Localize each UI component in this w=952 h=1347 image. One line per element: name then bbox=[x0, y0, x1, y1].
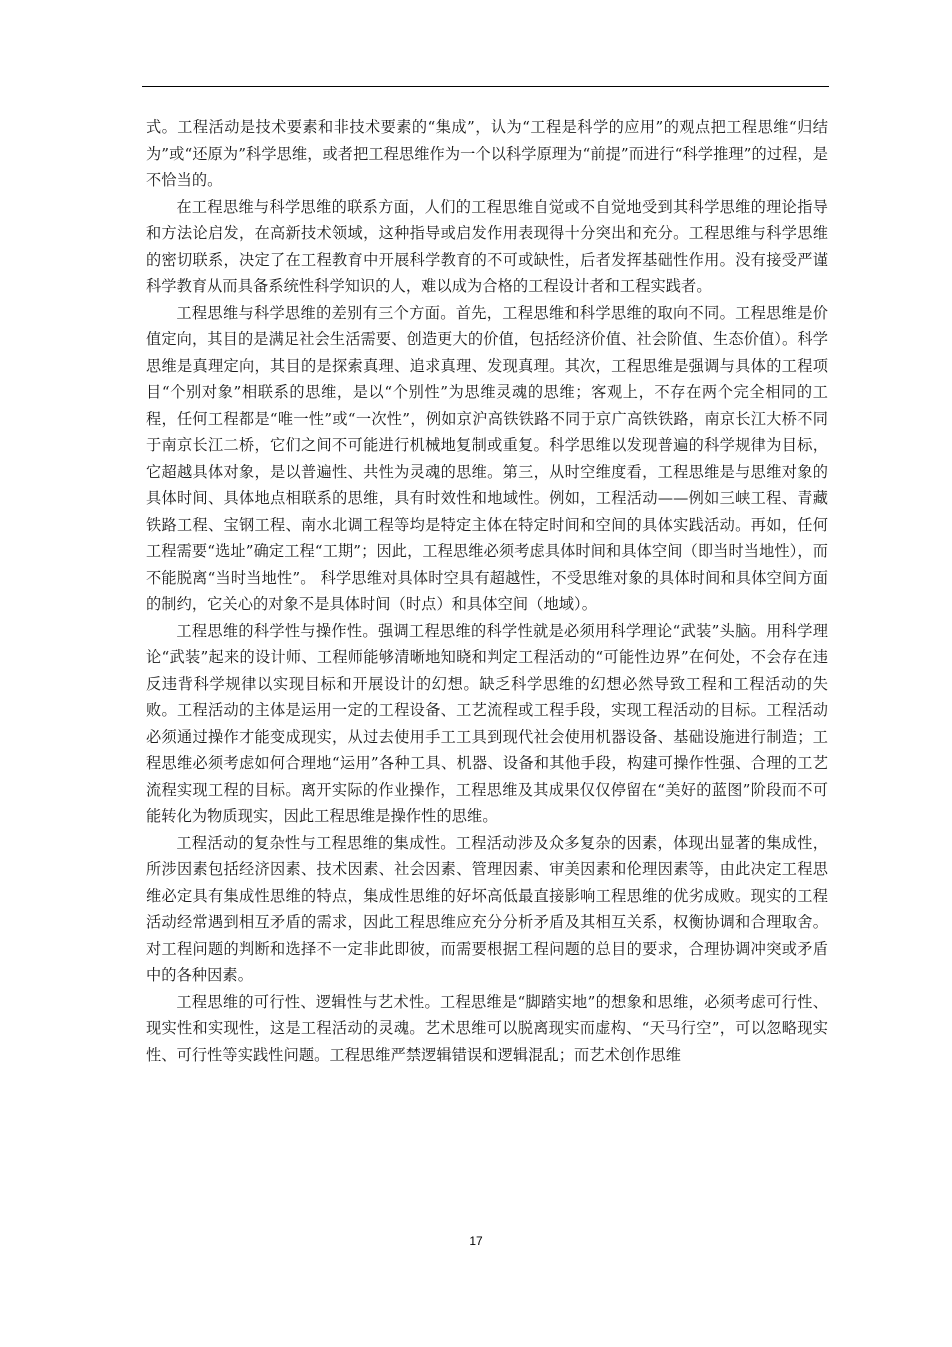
paragraph-continuation: 式。工程活动是技术要素和非技术要素的“集成”，认为“工程是科学的应用”的观点把工程思维“归结为”或“还原为”科学思维，或者把工程思维作为一个以科学原理为“前提”而进行“科学推理”的过程，是不恰当的。 bbox=[146, 118, 828, 189]
paragraph-differences: 工程思维与科学思维的差别有三个方面。首先，工程思维和科学思维的取向不同。工程思维是价值定向，其目的是满足社会生活需要、创造更大的价值，包括经济价值、社会阶值、生态价值）。科学思维是真理定向，其目的是探索真理、追求真理、发现真理。其次，工程思维是强调与具体的工程项目“个别对象”相联系的思维，是以“个别性”为思维灵魂的思维；客观上，不存在两个完全相同的工程，任何工程都是“唯一性”或“一次性”，例如京沪高铁铁路不同于京广高铁铁路，南京长江大桥不同于南京长江二桥，它们之间不可能进行机械地复制或重复。科学思维以发现普遍的科学规律为目标，它超越具体对象，是以普遍性、共性为灵魂的思维。第三，从时空维度看，工程思维是与思维对象的具体时间、具体地点相联系的思维，具有时效性和地域性。例如，工程活动——例如三峡工程、青藏铁路工程、宝钢工程、南水北调工程等均是特定主体在特定时间和空间的具体实践活动。再如，任何工程需要“选址”确定工程“工期”；因此，工程思维必须考虑具体时间和具体空间（即当时当地性），而不能脱离“当时当地性”。 科学思维对具体时空具有超越性，不受思维对象的具体时间和具体空间方面的制约，它关心的对象不是具体时间（时点）和具体空间（地域）。 bbox=[146, 303, 828, 613]
page-body bbox=[146, 114, 828, 1068]
paragraph-feasibility: 工程思维的可行性、逻辑性与艺术性。工程思维是“脚踏实地”的想象和思维，必须考虑可行性、现实性和实现性，这是工程活动的灵魂。艺术思维可以脱离现实而虚构、“天马行空”，可以忽略现实性、可行性等实践性问题。工程思维严禁逻辑错误和逻辑混乱；而艺术创作思维 bbox=[146, 992, 828, 1064]
page-number: 17 bbox=[469, 1234, 483, 1248]
paragraph-science-relation: 在工程思维与科学思维的联系方面，人们的工程思维自觉或不自觉地受到其科学思维的理论指导和方法论启发，在高新技术领域，这种指导或启发作用表现得十分突出和充分。工程思维与科学思维的密切联系，决定了在工程教育中开展科学教育的不可或缺性，后者发挥基础性作用。没有接受严谨科学教育从而具备系统性科学知识的人，难以成为合格的工程设计者和工程实践者。 bbox=[146, 197, 828, 295]
paragraph-operability: 工程思维的科学性与操作性。强调工程思维的科学性就是必须用科学理论“武装”头脑。用科学理论“武装”起来的设计师、工程师能够清晰地知晓和判定工程活动的“可能性边界”在何处，不会存在违反违背科学规律以实现目标和开展设计的幻想。缺乏科学思维的幻想必然导致工程和工程活动的失败。工程活动的主体是运用一定的工程设备、工艺流程或工程手段，实现工程活动的目标。工程活动必须通过操作才能变成现实，从过去使用手工工具到现代社会使用机器设备、基础设施进行制造；工程思维必须考虑如何合理地“运用”各种工具、机器、设备和其他手段，构建可操作性强、合理的工艺流程实现工程的目标。离开实际的作业操作，工程思维及其成果仅仅停留在“美好的蓝图”阶段而不可能转化为物质现实，因此工程思维是操作性的思维。 bbox=[146, 621, 828, 825]
paragraph-integration: 工程活动的复杂性与工程思维的集成性。工程活动涉及众多复杂的因素，体现出显著的集成性，所涉因素包括经济因素、技术因素、社会因素、管理因素、审美因素和伦理因素等，由此决定工程思维必定具有集成性思维的特点，集成性思维的好坏高低最直接影响工程思维的优劣成败。现实的工程活动经常遇到相互矛盾的需求，因此工程思维应充分分析矛盾及其相互关系，权衡协调和合理取舍。对工程问题的判断和选择不一定非此即彼，而需要根据工程问题的总目的要求，合理协调冲突或矛盾中的各种因素。 bbox=[146, 833, 828, 984]
header-rule bbox=[142, 86, 829, 87]
